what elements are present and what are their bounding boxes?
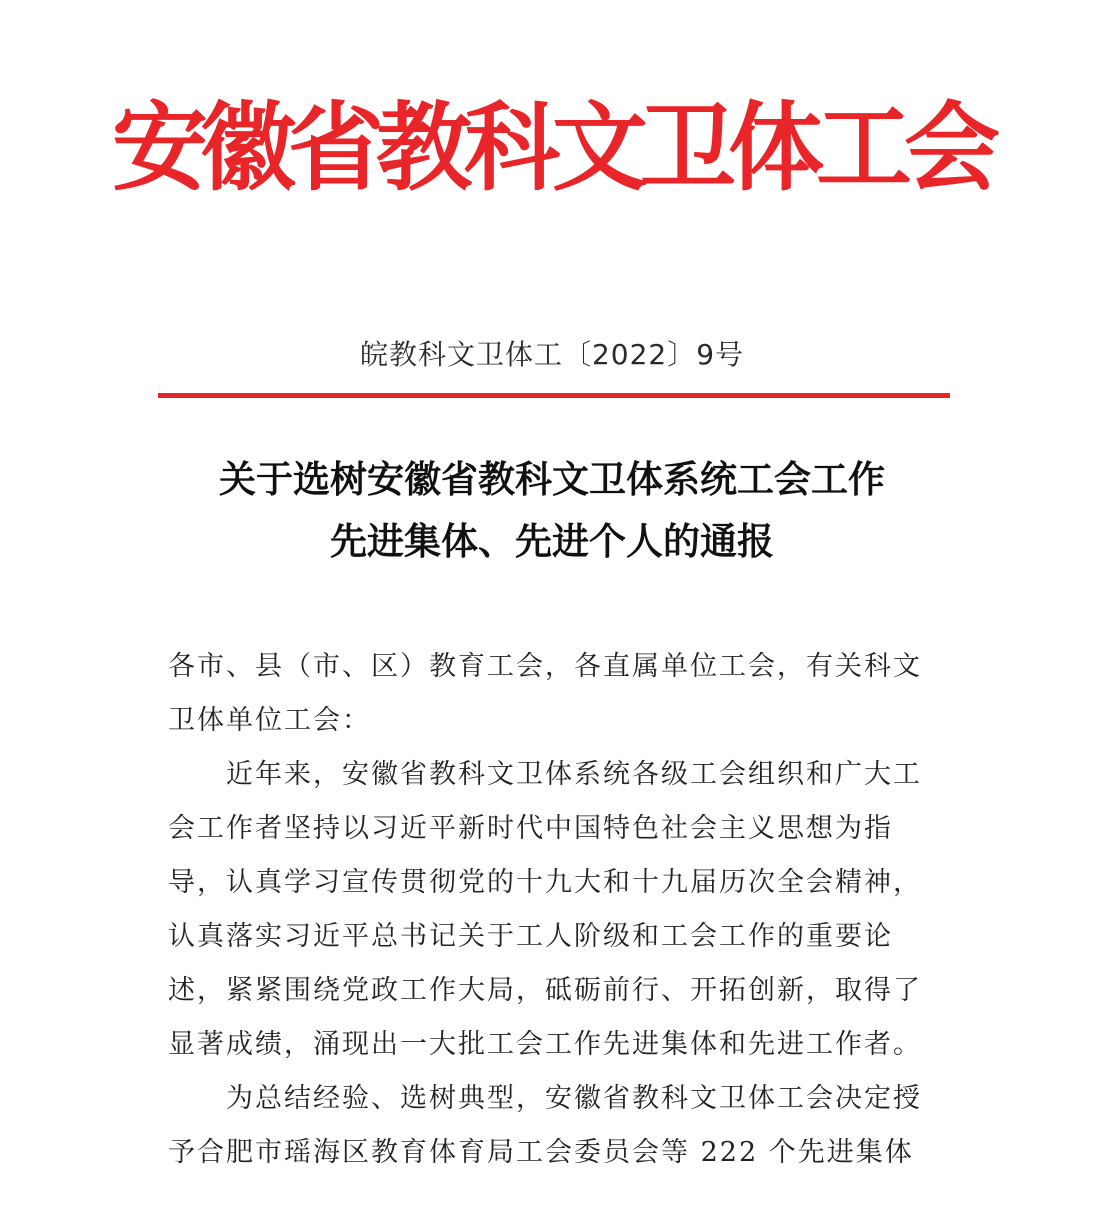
document-title [0,448,1104,572]
paragraph-1-line-6: 显著成绩，涌现出一大批工会工作先进集体和先进工作者。 [168,1029,922,1060]
organization-header: 安徽省教科文卫体工会 [112,91,992,204]
document-body [168,640,938,1180]
paragraph-1-line-3: 导，认真学习宣传贯彻党的十九大和十九届历次全会精神， [168,867,922,898]
paragraph-2-line-2: 予合肥市瑶海区教育体育局工会委员会等 222 个先进集体 [168,1137,914,1168]
salutation-line-1: 各市、县（市、区）教育工会，各直属单位工会，有关科文 [168,651,922,682]
paragraph-1-line-2: 会工作者坚持以习近平新时代中国特色社会主义思想为指 [168,813,893,844]
paragraph-1-line-1: 近年来，安徽省教科文卫体系统各级工会组织和广大工 [226,759,922,790]
red-divider [158,393,950,398]
paragraph-1-line-5: 述，紧紧围绕党政工作大局，砥砺前行、开拓创新，取得了 [168,975,922,1006]
title-line-2: 先进集体、先进个人的通报 [330,519,774,563]
salutation-line-2: 卫体单位工会： [168,705,371,736]
paragraph-2-line-1: 为总结经验、选树典型，安徽省教科文卫体工会决定授 [226,1083,922,1114]
paragraph-1-line-4: 认真落实习近平总书记关于工人阶级和工会工作的重要论 [168,921,893,952]
title-line-1: 关于选树安徽省教科文卫体系统工会工作 [219,457,885,501]
document-number: 皖教科文卫体工〔2022〕9号 [359,338,745,371]
